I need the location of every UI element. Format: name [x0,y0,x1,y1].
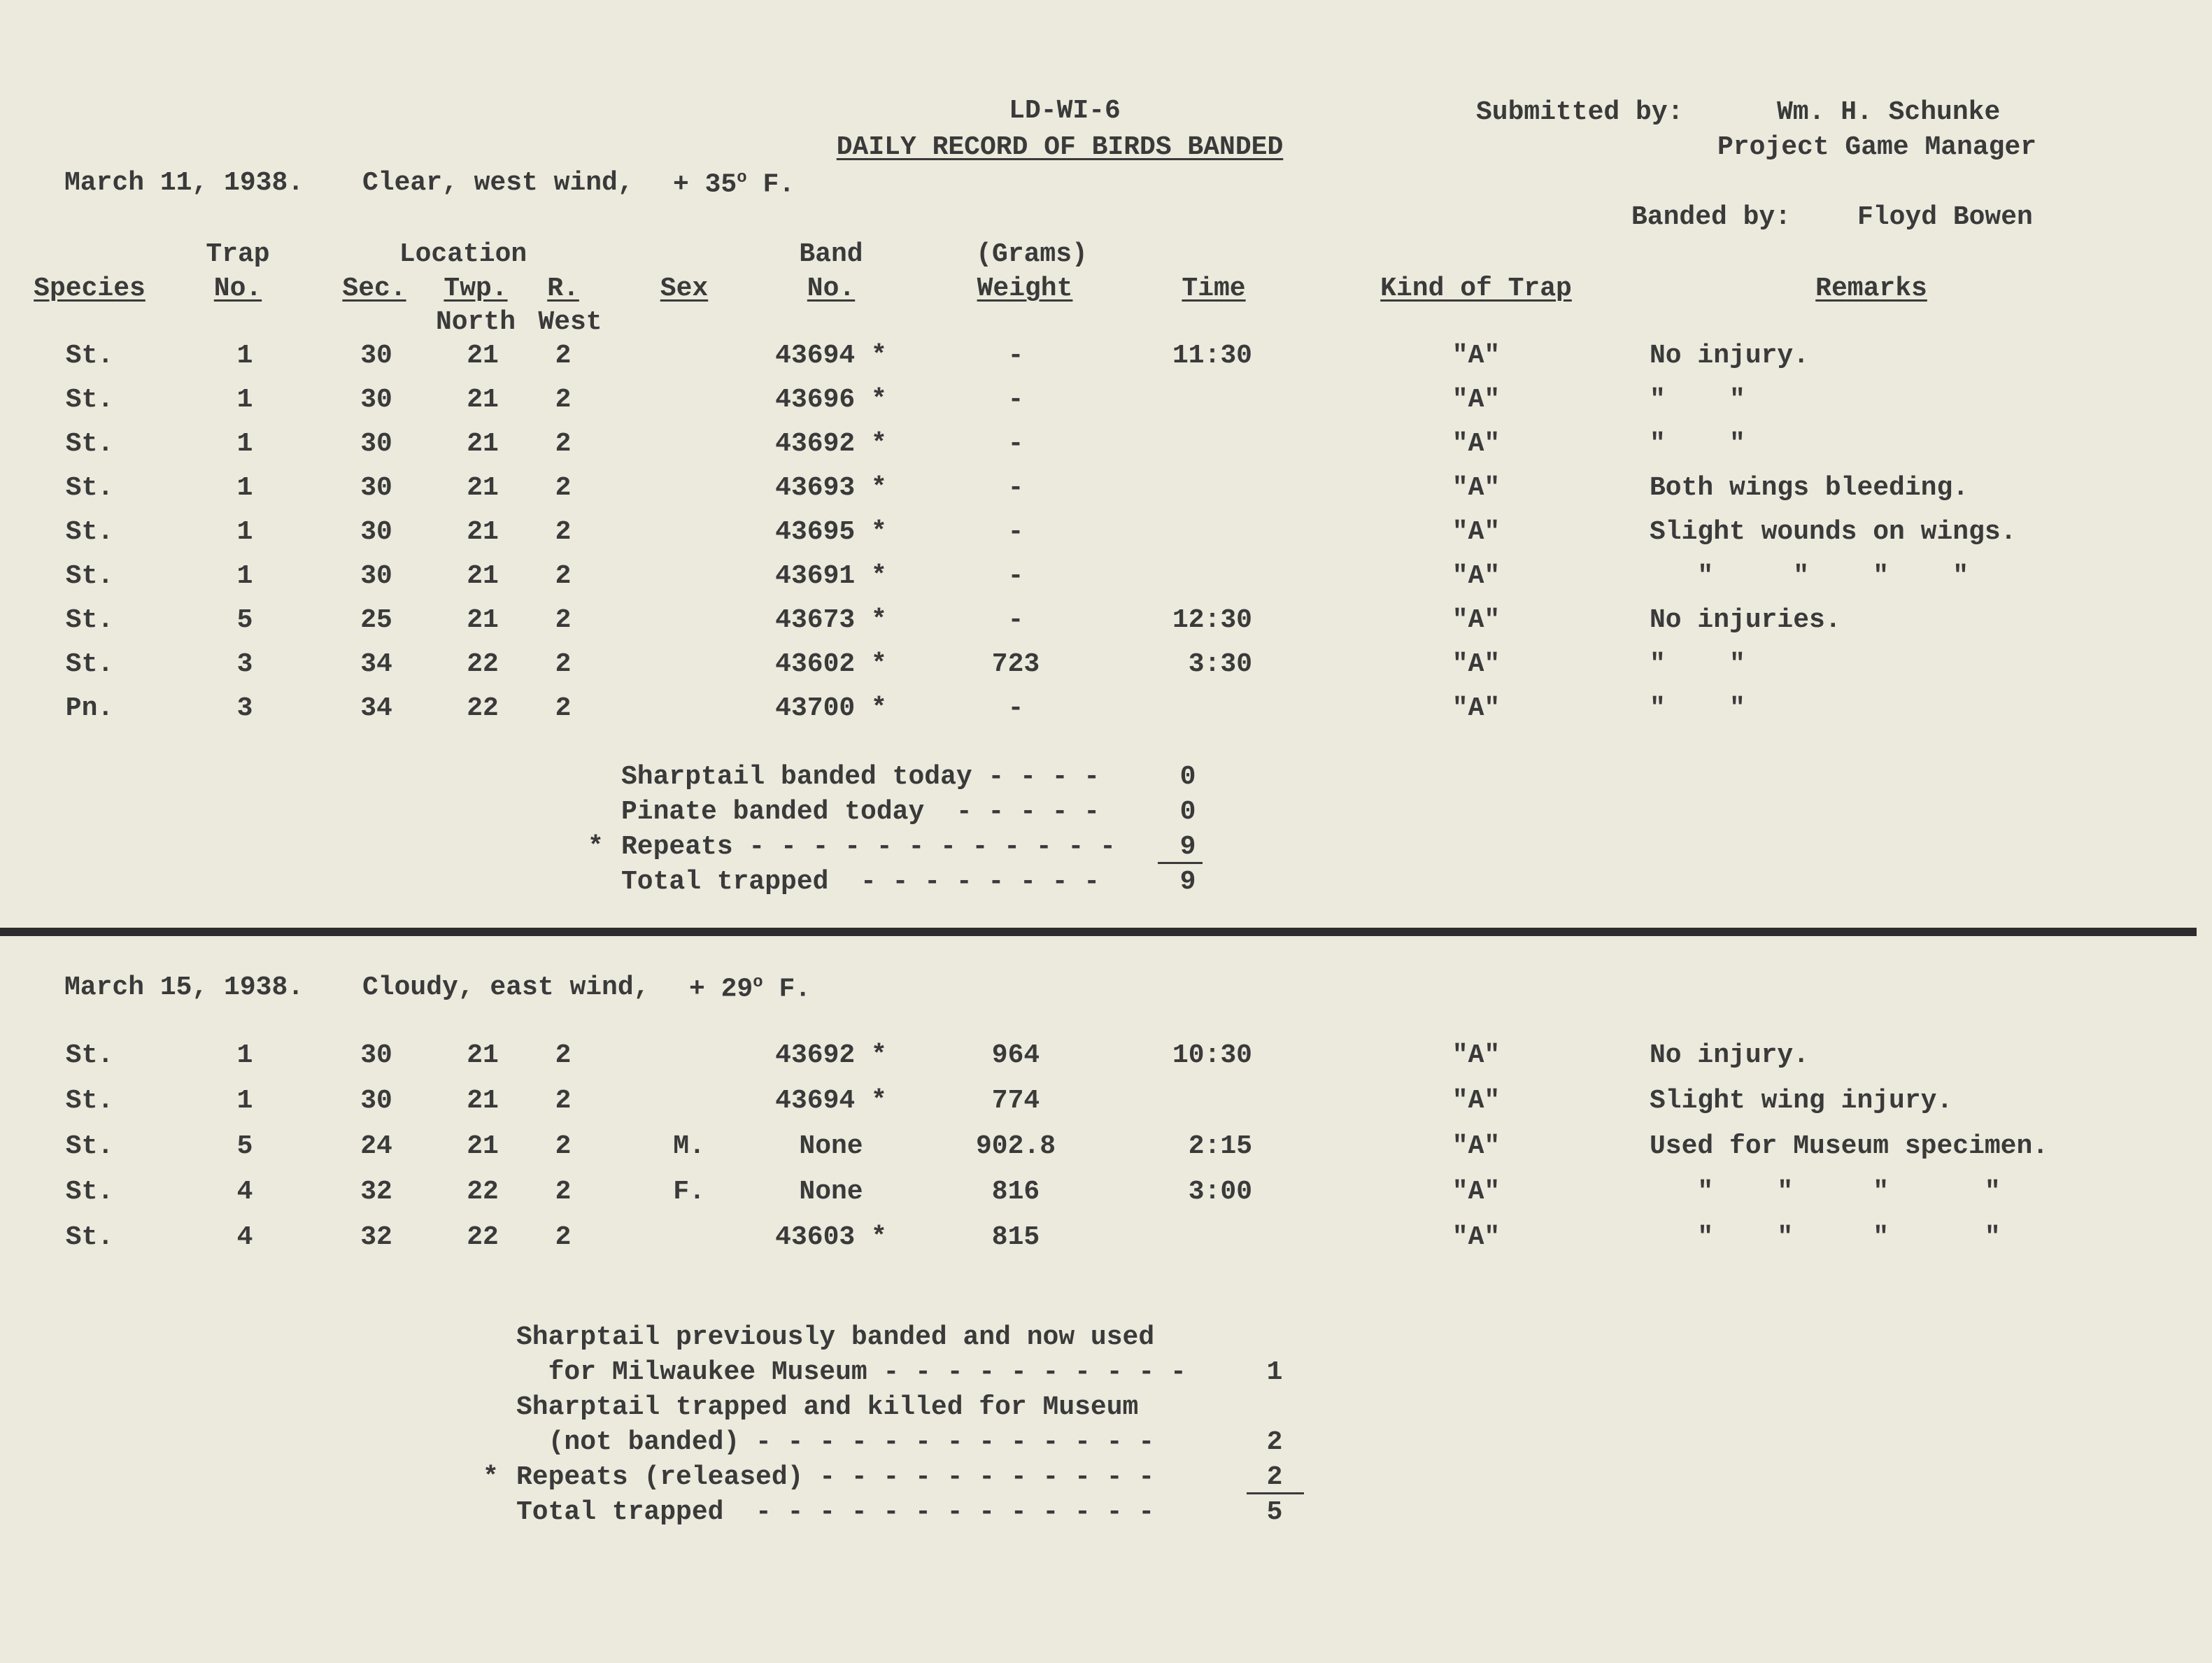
cell-kind: "A" [1452,605,1501,635]
table-row [0,519,2212,554]
cell-remarks: No injury. [1650,1040,1810,1070]
cell-rng: 2 [555,385,572,415]
summary2-value: 2 [1266,1462,1283,1492]
cell-remarks: " " [1650,429,1745,459]
cell-rng: 2 [555,1040,572,1070]
cell-trap: 1 [236,341,253,371]
cell-weight: 964 [991,1040,1040,1070]
cell-weight: 902.8 [975,1131,1056,1161]
cell-sec: 30 [360,473,392,503]
cell-remarks: " " [1650,649,1745,679]
cell-time: 3:30 [1188,649,1252,679]
cell-sec: 30 [360,429,392,459]
table-row [0,695,2212,730]
cell-weight: - [1007,341,1024,371]
cell-band: 43603 * [775,1222,887,1252]
summary2-label: Sharptail previously banded and now used [516,1322,1155,1352]
submitted-role: Project Game Manager [1717,132,2037,162]
cell-sec: 24 [360,1131,392,1161]
table-row [0,607,2212,642]
summary1-value: 0 [1179,762,1196,792]
col-remarks: Remarks [1815,274,1927,304]
cell-trap: 1 [236,517,253,547]
cell-trap: 1 [236,561,253,591]
table-row [0,343,2212,378]
cell-species: St. [65,605,114,635]
sum-underline [1158,862,1203,864]
cell-sec: 32 [360,1177,392,1207]
summary1-label: Sharptail banded today - - - - [621,762,1100,792]
cell-rng: 2 [555,693,572,723]
cell-remarks: No injury. [1650,341,1810,371]
summary1-label: Total trapped - - - - - - - - [621,867,1100,897]
summary2-label: for Milwaukee Museum - - - - - - - - - - [516,1357,1186,1387]
col-sec: Sec. [342,274,406,304]
col-grams: (Grams) [976,239,1088,269]
cell-rng: 2 [555,605,572,635]
repeat-marker: * [483,1462,499,1492]
cell-remarks: Both wings bleeding. [1650,473,1969,503]
cell-trap: 4 [236,1222,253,1252]
cell-twp: 21 [467,429,499,459]
col-species: Species [34,274,146,304]
cell-band: 43691 * [775,561,887,591]
cell-band: 43673 * [775,605,887,635]
cell-weight: - [1007,429,1024,459]
col-trap-bottom: No. [213,274,262,304]
cell-twp: 21 [467,385,499,415]
cell-weight: - [1007,385,1024,415]
summary1-value: 9 [1179,867,1196,897]
section2-temp: + $29^o$ F. [689,973,811,1005]
cell-twp: 22 [467,1222,499,1252]
table-row [0,1224,2212,1259]
cell-sec: 30 [360,1040,392,1070]
cell-trap: 4 [236,1177,253,1207]
col-time: Time [1182,274,1246,304]
table-row [0,431,2212,466]
cell-band: None [799,1131,863,1161]
banded-name: Floyd Bowen [1857,202,2033,232]
cell-species: St. [65,473,114,503]
table-row [0,651,2212,686]
cell-remarks: " " " " [1650,1177,2001,1207]
cell-rng: 2 [555,1222,572,1252]
summary2-value: 5 [1266,1497,1283,1527]
col-weight: Weight [977,274,1073,304]
table-row [0,387,2212,422]
banded-label: Banded by: [1631,202,1792,232]
cell-kind: "A" [1452,693,1501,723]
cell-band: 43692 * [775,429,887,459]
cell-species: St. [65,517,114,547]
cell-sex: F. [673,1177,705,1207]
cell-twp: 21 [467,1086,499,1116]
cell-weight: 774 [991,1086,1040,1116]
cell-species: St. [65,429,114,459]
cell-kind: "A" [1452,385,1501,415]
cell-rng: 2 [555,649,572,679]
cell-twp: 21 [467,1131,499,1161]
cell-rng: 2 [555,1086,572,1116]
cell-trap: 3 [236,693,253,723]
cell-kind: "A" [1452,1131,1501,1161]
cell-weight: 816 [991,1177,1040,1207]
cell-trap: 3 [236,649,253,679]
cell-twp: 21 [467,561,499,591]
cell-species: St. [65,561,114,591]
cell-sec: 30 [360,517,392,547]
cell-weight: - [1007,561,1024,591]
cell-sec: 25 [360,605,392,635]
cell-kind: "A" [1452,517,1501,547]
col-trap-top: Trap [206,239,270,269]
cell-remarks: " " " " [1650,1222,2001,1252]
cell-twp: 21 [467,517,499,547]
cell-weight: 723 [991,649,1040,679]
cell-species: St. [65,341,114,371]
cell-remarks: " " " " [1650,561,1969,591]
cell-sec: 34 [360,649,392,679]
cell-band: 43700 * [775,693,887,723]
col-west: West [538,307,602,337]
col-rng: R. [547,274,579,304]
table-row [0,1088,2212,1123]
cell-species: St. [65,1086,114,1116]
cell-weight: - [1007,473,1024,503]
table-row [0,563,2212,598]
cell-twp: 22 [467,649,499,679]
cell-band: None [799,1177,863,1207]
cell-band: 43694 * [775,341,887,371]
cell-kind: "A" [1452,1086,1501,1116]
cell-twp: 21 [467,341,499,371]
cell-sec: 30 [360,341,392,371]
cell-trap: 5 [236,605,253,635]
cell-sec: 32 [360,1222,392,1252]
cell-weight: - [1007,693,1024,723]
cell-weight: - [1007,517,1024,547]
cell-time: 10:30 [1172,1040,1252,1070]
summary2-label: (not banded) - - - - - - - - - - - - - [516,1427,1155,1457]
cell-kind: "A" [1452,1040,1501,1070]
submitted-name: Wm. H. Schunke [1777,97,2001,127]
cell-sec: 30 [360,561,392,591]
table-row [0,1042,2212,1077]
cell-weight: 815 [991,1222,1040,1252]
cell-twp: 21 [467,473,499,503]
col-location: Location [399,239,527,269]
cell-time: 12:30 [1172,605,1252,635]
cell-trap: 1 [236,385,253,415]
cell-remarks: " " [1650,385,1745,415]
cell-sec: 30 [360,1086,392,1116]
cell-trap: 1 [236,1040,253,1070]
cell-kind: "A" [1452,429,1501,459]
cell-twp: 22 [467,693,499,723]
cell-kind: "A" [1452,341,1501,371]
cell-rng: 2 [555,473,572,503]
cell-trap: 1 [236,429,253,459]
cell-trap: 1 [236,1086,253,1116]
cell-rng: 2 [555,1177,572,1207]
cell-twp: 21 [467,605,499,635]
summary2-value: 1 [1266,1357,1283,1387]
col-kind: Kind of Trap [1380,274,1572,304]
cell-kind: "A" [1452,649,1501,679]
cell-kind: "A" [1452,1222,1501,1252]
cell-species: St. [65,1222,114,1252]
cell-band: 43692 * [775,1040,887,1070]
cell-kind: "A" [1452,473,1501,503]
section1-weather: Clear, west wind, [362,168,634,198]
cell-kind: "A" [1452,1177,1501,1207]
table-row [0,1179,2212,1214]
table-row [0,1133,2212,1168]
cell-remarks: " " [1650,693,1745,723]
section1-date: March 11, 1938. [64,168,304,198]
cell-time: 2:15 [1188,1131,1252,1161]
cell-sec: 34 [360,693,392,723]
cell-rng: 2 [555,341,572,371]
col-north: North [435,307,516,337]
cell-weight: - [1007,605,1024,635]
cell-species: St. [65,385,114,415]
cell-band: 43693 * [775,473,887,503]
cell-rng: 2 [555,429,572,459]
summary1-label: Repeats - - - - - - - - - - - - [621,832,1116,862]
sum-underline [1247,1492,1304,1494]
cell-band: 43602 * [775,649,887,679]
section-divider [0,928,2197,936]
summary2-label: Repeats (released) - - - - - - - - - - - [516,1462,1155,1492]
cell-band: 43695 * [775,517,887,547]
cell-rng: 2 [555,517,572,547]
repeat-marker: * [588,832,604,862]
cell-trap: 1 [236,473,253,503]
section2-date: March 15, 1938. [64,972,304,1003]
cell-species: Pn. [65,693,114,723]
summary1-value: 0 [1179,797,1196,827]
section2-weather: Cloudy, east wind, [362,972,650,1003]
cell-kind: "A" [1452,561,1501,591]
cell-band: 43694 * [775,1086,887,1116]
cell-species: St. [65,1040,114,1070]
cell-twp: 21 [467,1040,499,1070]
cell-twp: 22 [467,1177,499,1207]
cell-remarks: Slight wounds on wings. [1650,517,2017,547]
col-twp: Twp. [444,274,508,304]
col-band-bottom: No. [807,274,856,304]
col-sex: Sex [660,274,709,304]
cell-species: St. [65,649,114,679]
doc-title: DAILY RECORD OF BIRDS BANDED [836,132,1284,162]
summary1-label: Pinate banded today - - - - - [621,797,1100,827]
col-band-top: Band [799,239,863,269]
cell-sex: M. [673,1131,705,1161]
cell-time: 11:30 [1172,341,1252,371]
summary2-label: Sharptail trapped and killed for Museum [516,1392,1139,1422]
summary2-label: Total trapped - - - - - - - - - - - - - [516,1497,1155,1527]
cell-remarks: Slight wing injury. [1650,1086,1953,1116]
cell-remarks: No injuries. [1650,605,1841,635]
cell-trap: 5 [236,1131,253,1161]
cell-rng: 2 [555,1131,572,1161]
doc-code: LD-WI-6 [1009,96,1121,126]
summary2-value: 2 [1266,1427,1283,1457]
cell-band: 43696 * [775,385,887,415]
cell-species: St. [65,1177,114,1207]
cell-species: St. [65,1131,114,1161]
table-row [0,475,2212,510]
section1-temp: + $35^o$ F. [673,169,795,200]
submitted-label: Submitted by: [1476,97,1684,127]
cell-rng: 2 [555,561,572,591]
cell-remarks: Used for Museum specimen. [1650,1131,2049,1161]
cell-sec: 30 [360,385,392,415]
summary1-value: 9 [1179,832,1196,862]
cell-time: 3:00 [1188,1177,1252,1207]
